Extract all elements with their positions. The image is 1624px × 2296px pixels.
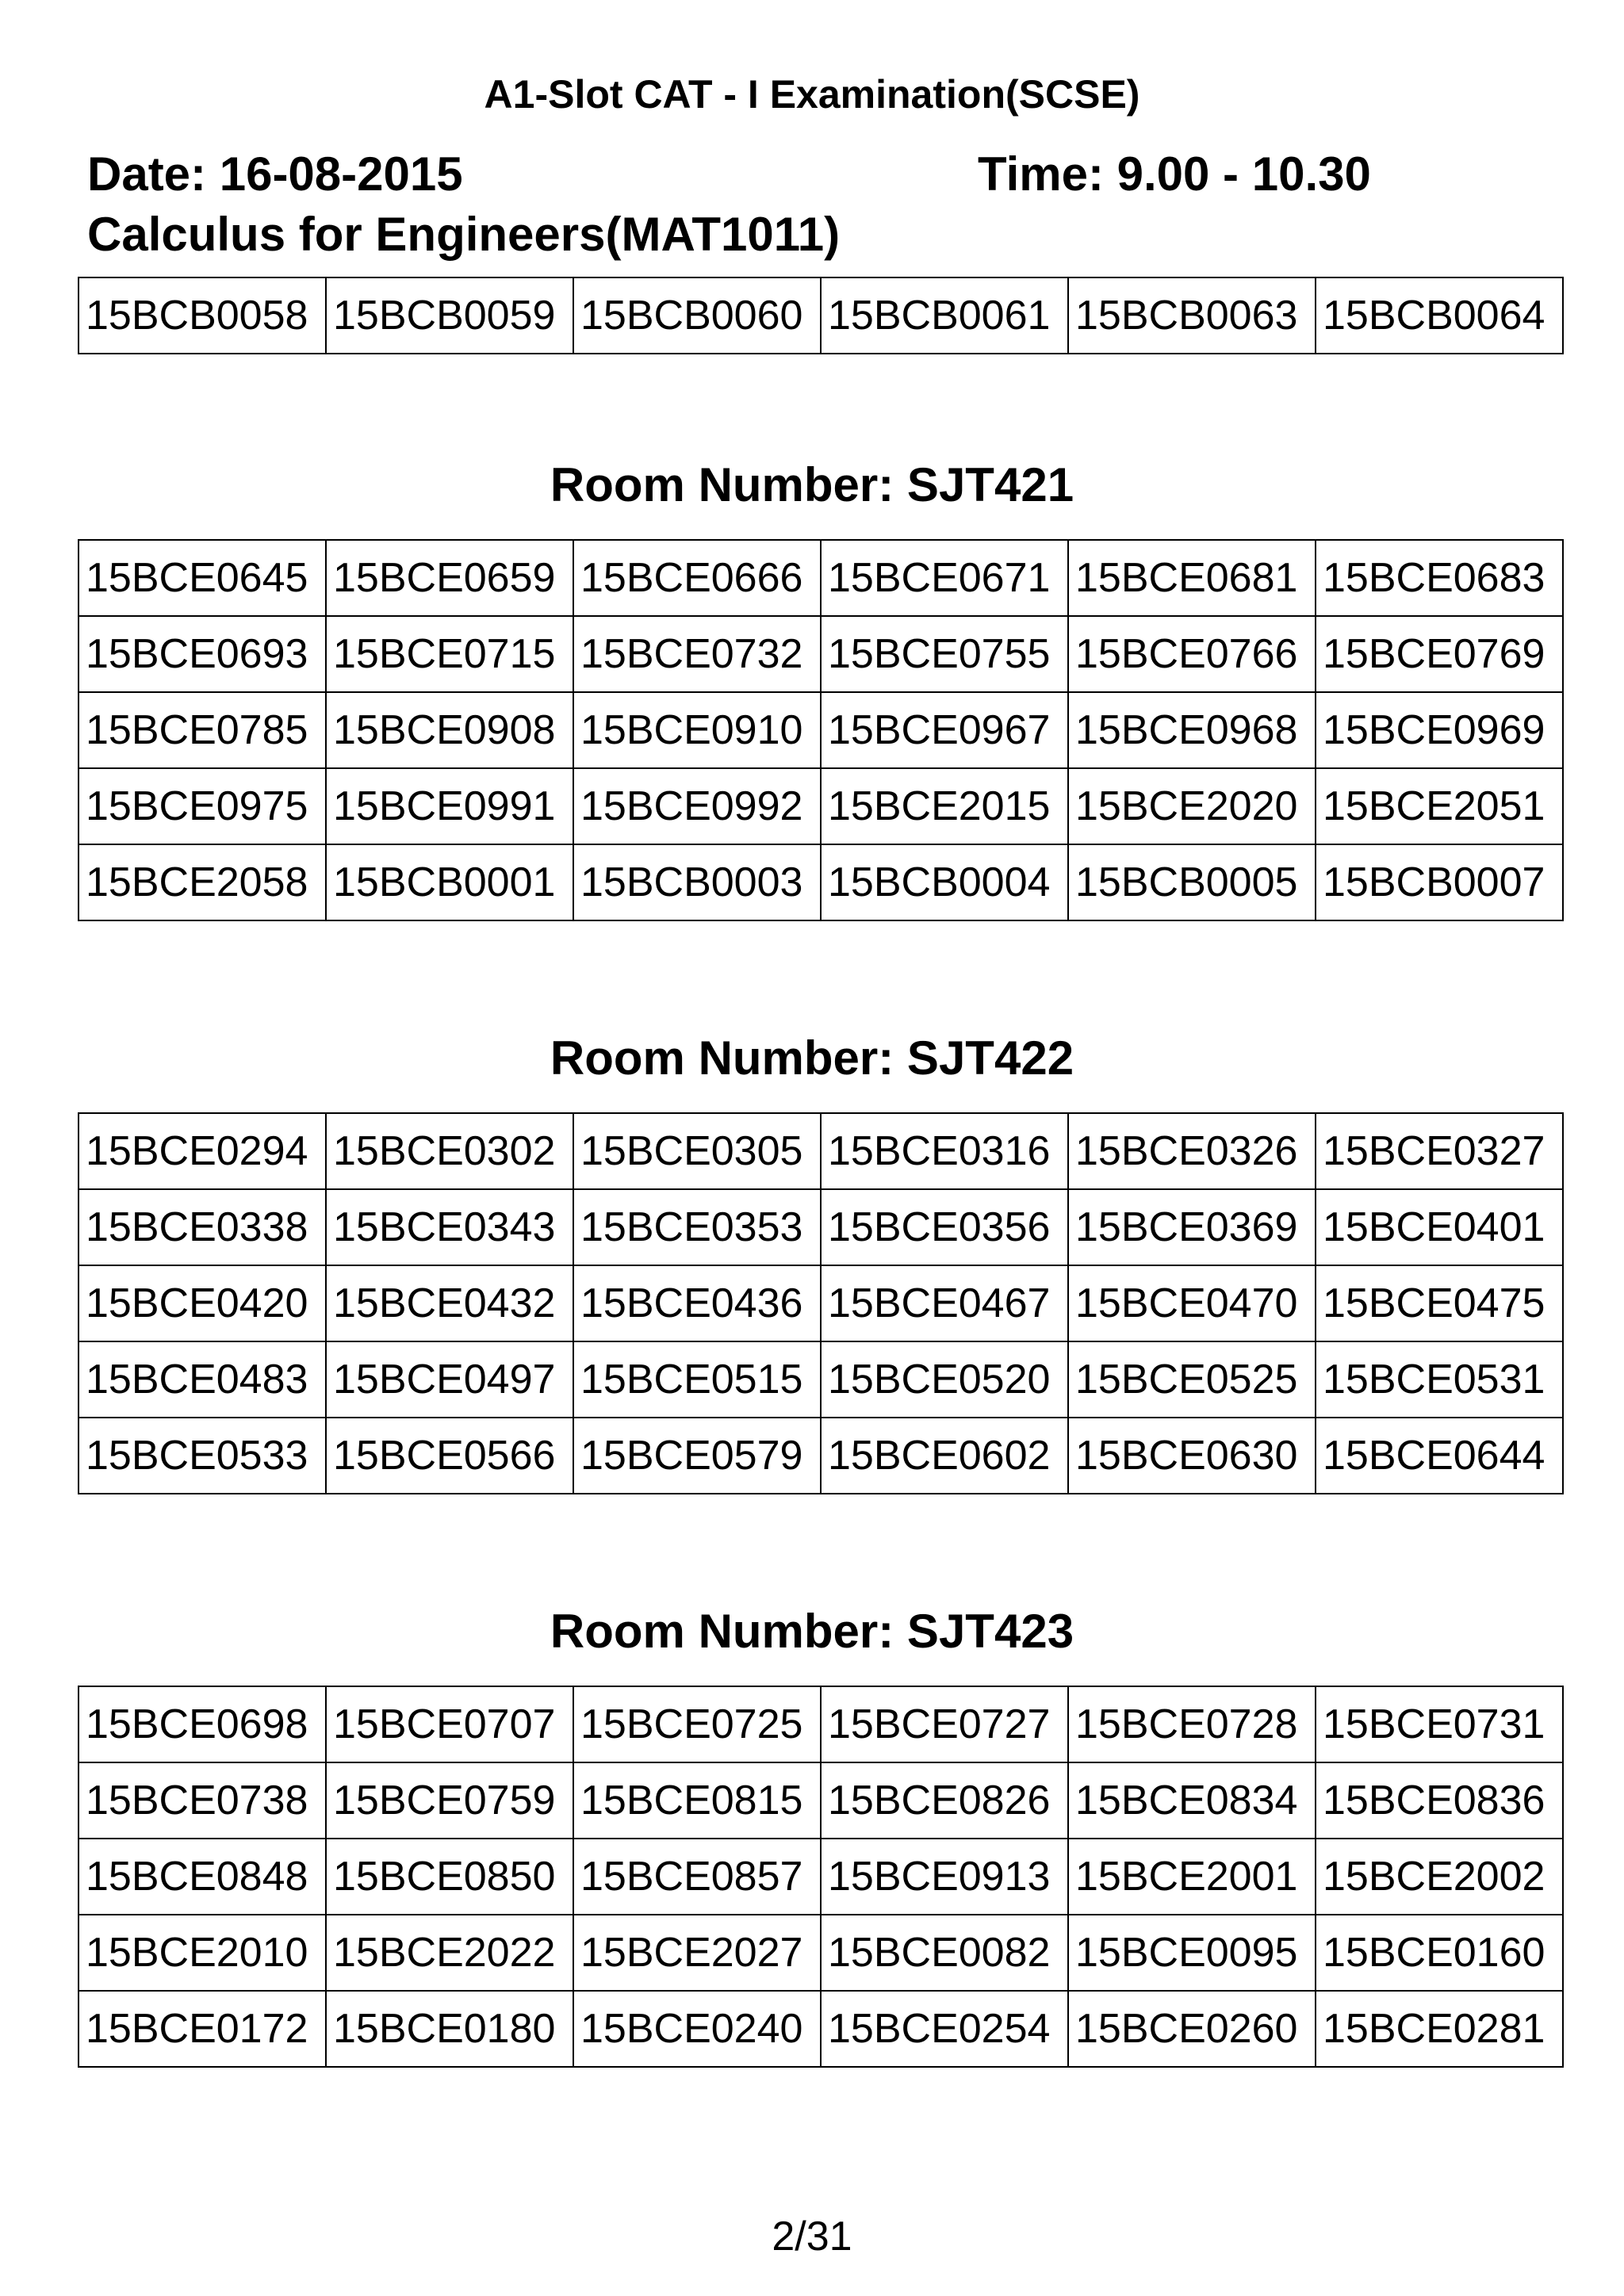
roll-number-cell: 15BCE0483 [79, 1341, 326, 1418]
roll-number-cell: 15BCE0910 [573, 692, 821, 768]
roll-number-cell: 15BCB0064 [1316, 277, 1563, 354]
roll-number-cell: 15BCE0785 [79, 692, 326, 768]
roll-number-cell: 15BCE2001 [1068, 1839, 1316, 1915]
roll-number-cell: 15BCE0671 [821, 540, 1068, 616]
roll-number-cell: 15BCE0969 [1316, 692, 1563, 768]
roll-number-cell: 15BCE0698 [79, 1686, 326, 1762]
roll-number-cell: 15BCE0826 [821, 1762, 1068, 1839]
roll-number-cell: 15BCE0531 [1316, 1341, 1563, 1418]
roll-number-cell: 15BCE2022 [326, 1915, 573, 1991]
roll-number-cell: 15BCE0967 [821, 692, 1068, 768]
roll-number-cell: 15BCE0095 [1068, 1915, 1316, 1991]
roll-number-cell: 15BCE0715 [326, 616, 573, 692]
roll-number-cell: 15BCE0975 [79, 768, 326, 844]
roll-number-cell: 15BCE2010 [79, 1915, 326, 1991]
roll-number-cell: 15BCE0525 [1068, 1341, 1316, 1418]
table-row [79, 768, 1563, 844]
roll-number-cell: 15BCB0007 [1316, 844, 1563, 920]
roll-number-cell: 15BCE0693 [79, 616, 326, 692]
roll-number-cell: 15BCE0353 [573, 1189, 821, 1265]
table-row [79, 1341, 1563, 1418]
roll-number-cell: 15BCE2020 [1068, 768, 1316, 844]
table-row [79, 692, 1563, 768]
roll-number-cell: 15BCE0968 [1068, 692, 1316, 768]
roll-number-cell: 15BCB0059 [326, 277, 573, 354]
roll-number-cell: 15BCE0343 [326, 1189, 573, 1265]
roll-number-cell: 15BCE0681 [1068, 540, 1316, 616]
table-row [79, 1762, 1563, 1839]
roll-number-cell: 15BCE0602 [821, 1418, 1068, 1494]
roll-number-cell: 15BCE0728 [1068, 1686, 1316, 1762]
roll-number-cell: 15BCB0003 [573, 844, 821, 920]
table-row [79, 540, 1563, 616]
roll-number-cell: 15BCE0566 [326, 1418, 573, 1494]
roll-number-cell: 15BCB0058 [79, 277, 326, 354]
exam-time: Time: 9.00 - 10.30 [978, 147, 1371, 201]
roll-number-cell: 15BCE0645 [79, 540, 326, 616]
roll-number-cell: 15BCE0160 [1316, 1915, 1563, 1991]
roll-number-cell: 15BCE0294 [79, 1113, 326, 1189]
roll-number-cell: 15BCE0731 [1316, 1686, 1563, 1762]
roll-number-cell: 15BCE0727 [821, 1686, 1068, 1762]
roll-number-cell: 15BCE0467 [821, 1265, 1068, 1341]
roll-number-cell: 15BCE0908 [326, 692, 573, 768]
roll-number-cell: 15BCE0172 [79, 1991, 326, 2067]
room-roll-table-sjt421 [78, 539, 1564, 921]
roll-number-cell: 15BCE0369 [1068, 1189, 1316, 1265]
roll-number-cell: 15BCE0327 [1316, 1113, 1563, 1189]
table-row [79, 1189, 1563, 1265]
roll-number-cell: 15BCE0260 [1068, 1991, 1316, 2067]
room-title-sjt421: Room Number: SJT421 [550, 458, 1074, 511]
roll-number-cell: 15BCE2051 [1316, 768, 1563, 844]
roll-number-cell: 15BCB0001 [326, 844, 573, 920]
roll-number-cell: 15BCE0738 [79, 1762, 326, 1839]
roll-number-cell: 15BCE0436 [573, 1265, 821, 1341]
roll-number-cell: 15BCE0515 [573, 1341, 821, 1418]
roll-number-cell: 15BCE0281 [1316, 1991, 1563, 2067]
roll-number-cell: 15BCE0533 [79, 1418, 326, 1494]
roll-number-cell: 15BCE0630 [1068, 1418, 1316, 1494]
roll-number-cell: 15BCE0707 [326, 1686, 573, 1762]
roll-number-cell: 15BCE0755 [821, 616, 1068, 692]
roll-number-cell: 15BCE0659 [326, 540, 573, 616]
roll-number-cell: 15BCE0683 [1316, 540, 1563, 616]
roll-number-cell: 15BCE0240 [573, 1991, 821, 2067]
roll-number-cell: 15BCE0666 [573, 540, 821, 616]
room-roll-table-sjt423 [78, 1686, 1564, 2068]
roll-number-cell: 15BCE0082 [821, 1915, 1068, 1991]
roll-number-cell: 15BCE0834 [1068, 1762, 1316, 1839]
roll-number-cell: 15BCB0004 [821, 844, 1068, 920]
continuation-roll-table [78, 277, 1564, 354]
roll-number-cell: 15BCB0060 [573, 277, 821, 354]
roll-number-cell: 15BCE0302 [326, 1113, 573, 1189]
room-title-sjt423: Room Number: SJT423 [550, 1605, 1074, 1658]
roll-number-cell: 15BCE0913 [821, 1839, 1068, 1915]
roll-number-cell: 15BCE2015 [821, 768, 1068, 844]
table-row [79, 1915, 1563, 1991]
roll-number-cell: 15BCE0579 [573, 1418, 821, 1494]
roll-number-cell: 15BCE0356 [821, 1189, 1068, 1265]
roll-number-cell: 15BCE0401 [1316, 1189, 1563, 1265]
exam-date: Date: 16-08-2015 [87, 147, 463, 201]
course-name: Calculus for Engineers(MAT1011) [87, 208, 841, 261]
roll-number-cell: 15BCE0815 [573, 1762, 821, 1839]
table-row [79, 616, 1563, 692]
roll-number-cell: 15BCE2002 [1316, 1839, 1563, 1915]
room-roll-table-sjt422 [78, 1112, 1564, 1494]
roll-number-cell: 15BCE0992 [573, 768, 821, 844]
roll-number-cell: 15BCB0063 [1068, 277, 1316, 354]
roll-number-cell: 15BCE0305 [573, 1113, 821, 1189]
roll-number-cell: 15BCE0432 [326, 1265, 573, 1341]
roll-number-cell: 15BCB0061 [821, 277, 1068, 354]
roll-number-cell: 15BCE0857 [573, 1839, 821, 1915]
exam-title: A1-Slot CAT - I Examination(SCSE) [484, 72, 1140, 117]
roll-number-cell: 15BCE0316 [821, 1113, 1068, 1189]
roll-number-cell: 15BCE0254 [821, 1991, 1068, 2067]
roll-number-cell: 15BCE2058 [79, 844, 326, 920]
table-row [79, 1418, 1563, 1494]
page-number: 2/31 [772, 2214, 852, 2260]
roll-number-cell: 15BCE0725 [573, 1686, 821, 1762]
roll-number-cell: 15BCE0848 [79, 1839, 326, 1915]
roll-number-cell: 15BCE0470 [1068, 1265, 1316, 1341]
roll-number-cell: 15BCE0520 [821, 1341, 1068, 1418]
roll-number-cell: 15BCE0338 [79, 1189, 326, 1265]
roll-number-cell: 15BCE0180 [326, 1991, 573, 2067]
table-row [79, 1991, 1563, 2067]
table-row [79, 844, 1563, 920]
table-row [79, 277, 1563, 354]
table-row [79, 1265, 1563, 1341]
table-row [79, 1686, 1563, 1762]
roll-number-cell: 15BCE0850 [326, 1839, 573, 1915]
roll-number-cell: 15BCE0732 [573, 616, 821, 692]
roll-number-cell: 15BCE0836 [1316, 1762, 1563, 1839]
roll-number-cell: 15BCE0766 [1068, 616, 1316, 692]
roll-number-cell: 15BCE2027 [573, 1915, 821, 1991]
roll-number-cell: 15BCE0759 [326, 1762, 573, 1839]
roll-number-cell: 15BCE0420 [79, 1265, 326, 1341]
roll-number-cell: 15BCE0769 [1316, 616, 1563, 692]
roll-number-cell: 15BCE0326 [1068, 1113, 1316, 1189]
table-row [79, 1113, 1563, 1189]
roll-number-cell: 15BCE0497 [326, 1341, 573, 1418]
roll-number-cell: 15BCB0005 [1068, 844, 1316, 920]
room-title-sjt422: Room Number: SJT422 [550, 1031, 1074, 1085]
roll-number-cell: 15BCE0644 [1316, 1418, 1563, 1494]
roll-number-cell: 15BCE0991 [326, 768, 573, 844]
table-row [79, 1839, 1563, 1915]
roll-number-cell: 15BCE0475 [1316, 1265, 1563, 1341]
